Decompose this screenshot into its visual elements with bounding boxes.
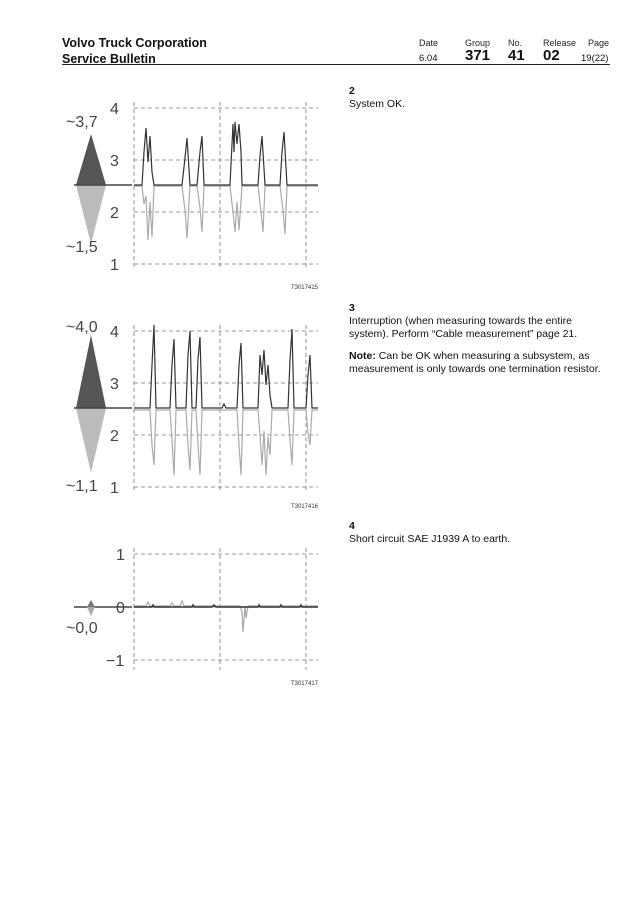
figure-id: T3017417 — [290, 681, 318, 687]
page-value: 19(22) — [581, 53, 609, 64]
high-value-label: ~3,7 — [66, 114, 98, 131]
tick-label: 2 — [110, 428, 119, 445]
step-3 — [349, 302, 611, 376]
tick-label: 4 — [110, 324, 119, 341]
date-label: Date — [419, 38, 439, 48]
group-label: Group — [465, 38, 491, 48]
tick-label: 1 — [116, 547, 125, 564]
low-level-triangle — [87, 607, 95, 616]
release-label: Release — [543, 38, 577, 48]
step-2 — [349, 85, 611, 111]
note-text: Can be OK when measuring a subsystem, as measurement is only towards one termination resistor. — [349, 350, 601, 375]
figure-id: T3017415 — [290, 285, 318, 291]
document-type: Service Bulletin — [62, 52, 156, 66]
low-value-label: ~1,1 — [66, 478, 98, 495]
page-header — [62, 34, 610, 64]
number-value: 41 — [508, 47, 525, 64]
high-level-triangle — [76, 335, 106, 408]
step-number: 4 — [349, 520, 355, 532]
step-text: System OK. — [349, 98, 406, 110]
high-level-triangle — [76, 134, 106, 185]
step-number: 3 — [349, 302, 355, 314]
high-level-triangle — [87, 600, 95, 607]
number-label: No. — [508, 38, 523, 48]
step-4 — [349, 520, 611, 546]
low-value-label: ~1,5 — [66, 239, 98, 256]
low-level-triangle — [76, 408, 106, 473]
tick-label: 1 — [110, 257, 119, 274]
low-value-label: ~0,0 — [66, 620, 98, 637]
tick-label: −1 — [106, 653, 125, 670]
step-note — [349, 350, 611, 376]
tick-label: 1 — [110, 480, 119, 497]
figure-id: T3017416 — [290, 504, 318, 510]
tick-label: 3 — [110, 153, 119, 170]
low-level-triangle — [76, 185, 106, 244]
tick-label: 0 — [116, 600, 125, 617]
tick-label: 2 — [110, 205, 119, 222]
release-value: 02 — [543, 47, 560, 64]
page-label: Page — [588, 38, 610, 48]
step-number: 2 — [349, 85, 355, 97]
oscilloscope-figure-3 — [62, 540, 322, 690]
oscilloscope-trace-3 — [62, 540, 322, 690]
date-value: 6.04 — [419, 53, 438, 64]
company-name: Volvo Truck Corporation — [62, 36, 207, 50]
oscilloscope-figure-1 — [62, 92, 322, 297]
high-value-label: ~4,0 — [66, 319, 98, 336]
header-rule — [62, 64, 610, 65]
group-value: 371 — [465, 47, 491, 64]
note-label: Note: — [349, 350, 376, 362]
oscilloscope-trace-2 — [62, 315, 322, 515]
oscilloscope-trace-1 — [62, 92, 322, 297]
oscilloscope-figure-2 — [62, 315, 322, 515]
step-text: Interruption (when measuring towards the entire system). Perform “Cable measurement” page 21. — [349, 315, 578, 340]
tick-label: 4 — [110, 101, 119, 118]
step-text: Short circuit SAE J1939 A to earth. — [349, 533, 511, 545]
tick-label: 3 — [110, 376, 119, 393]
